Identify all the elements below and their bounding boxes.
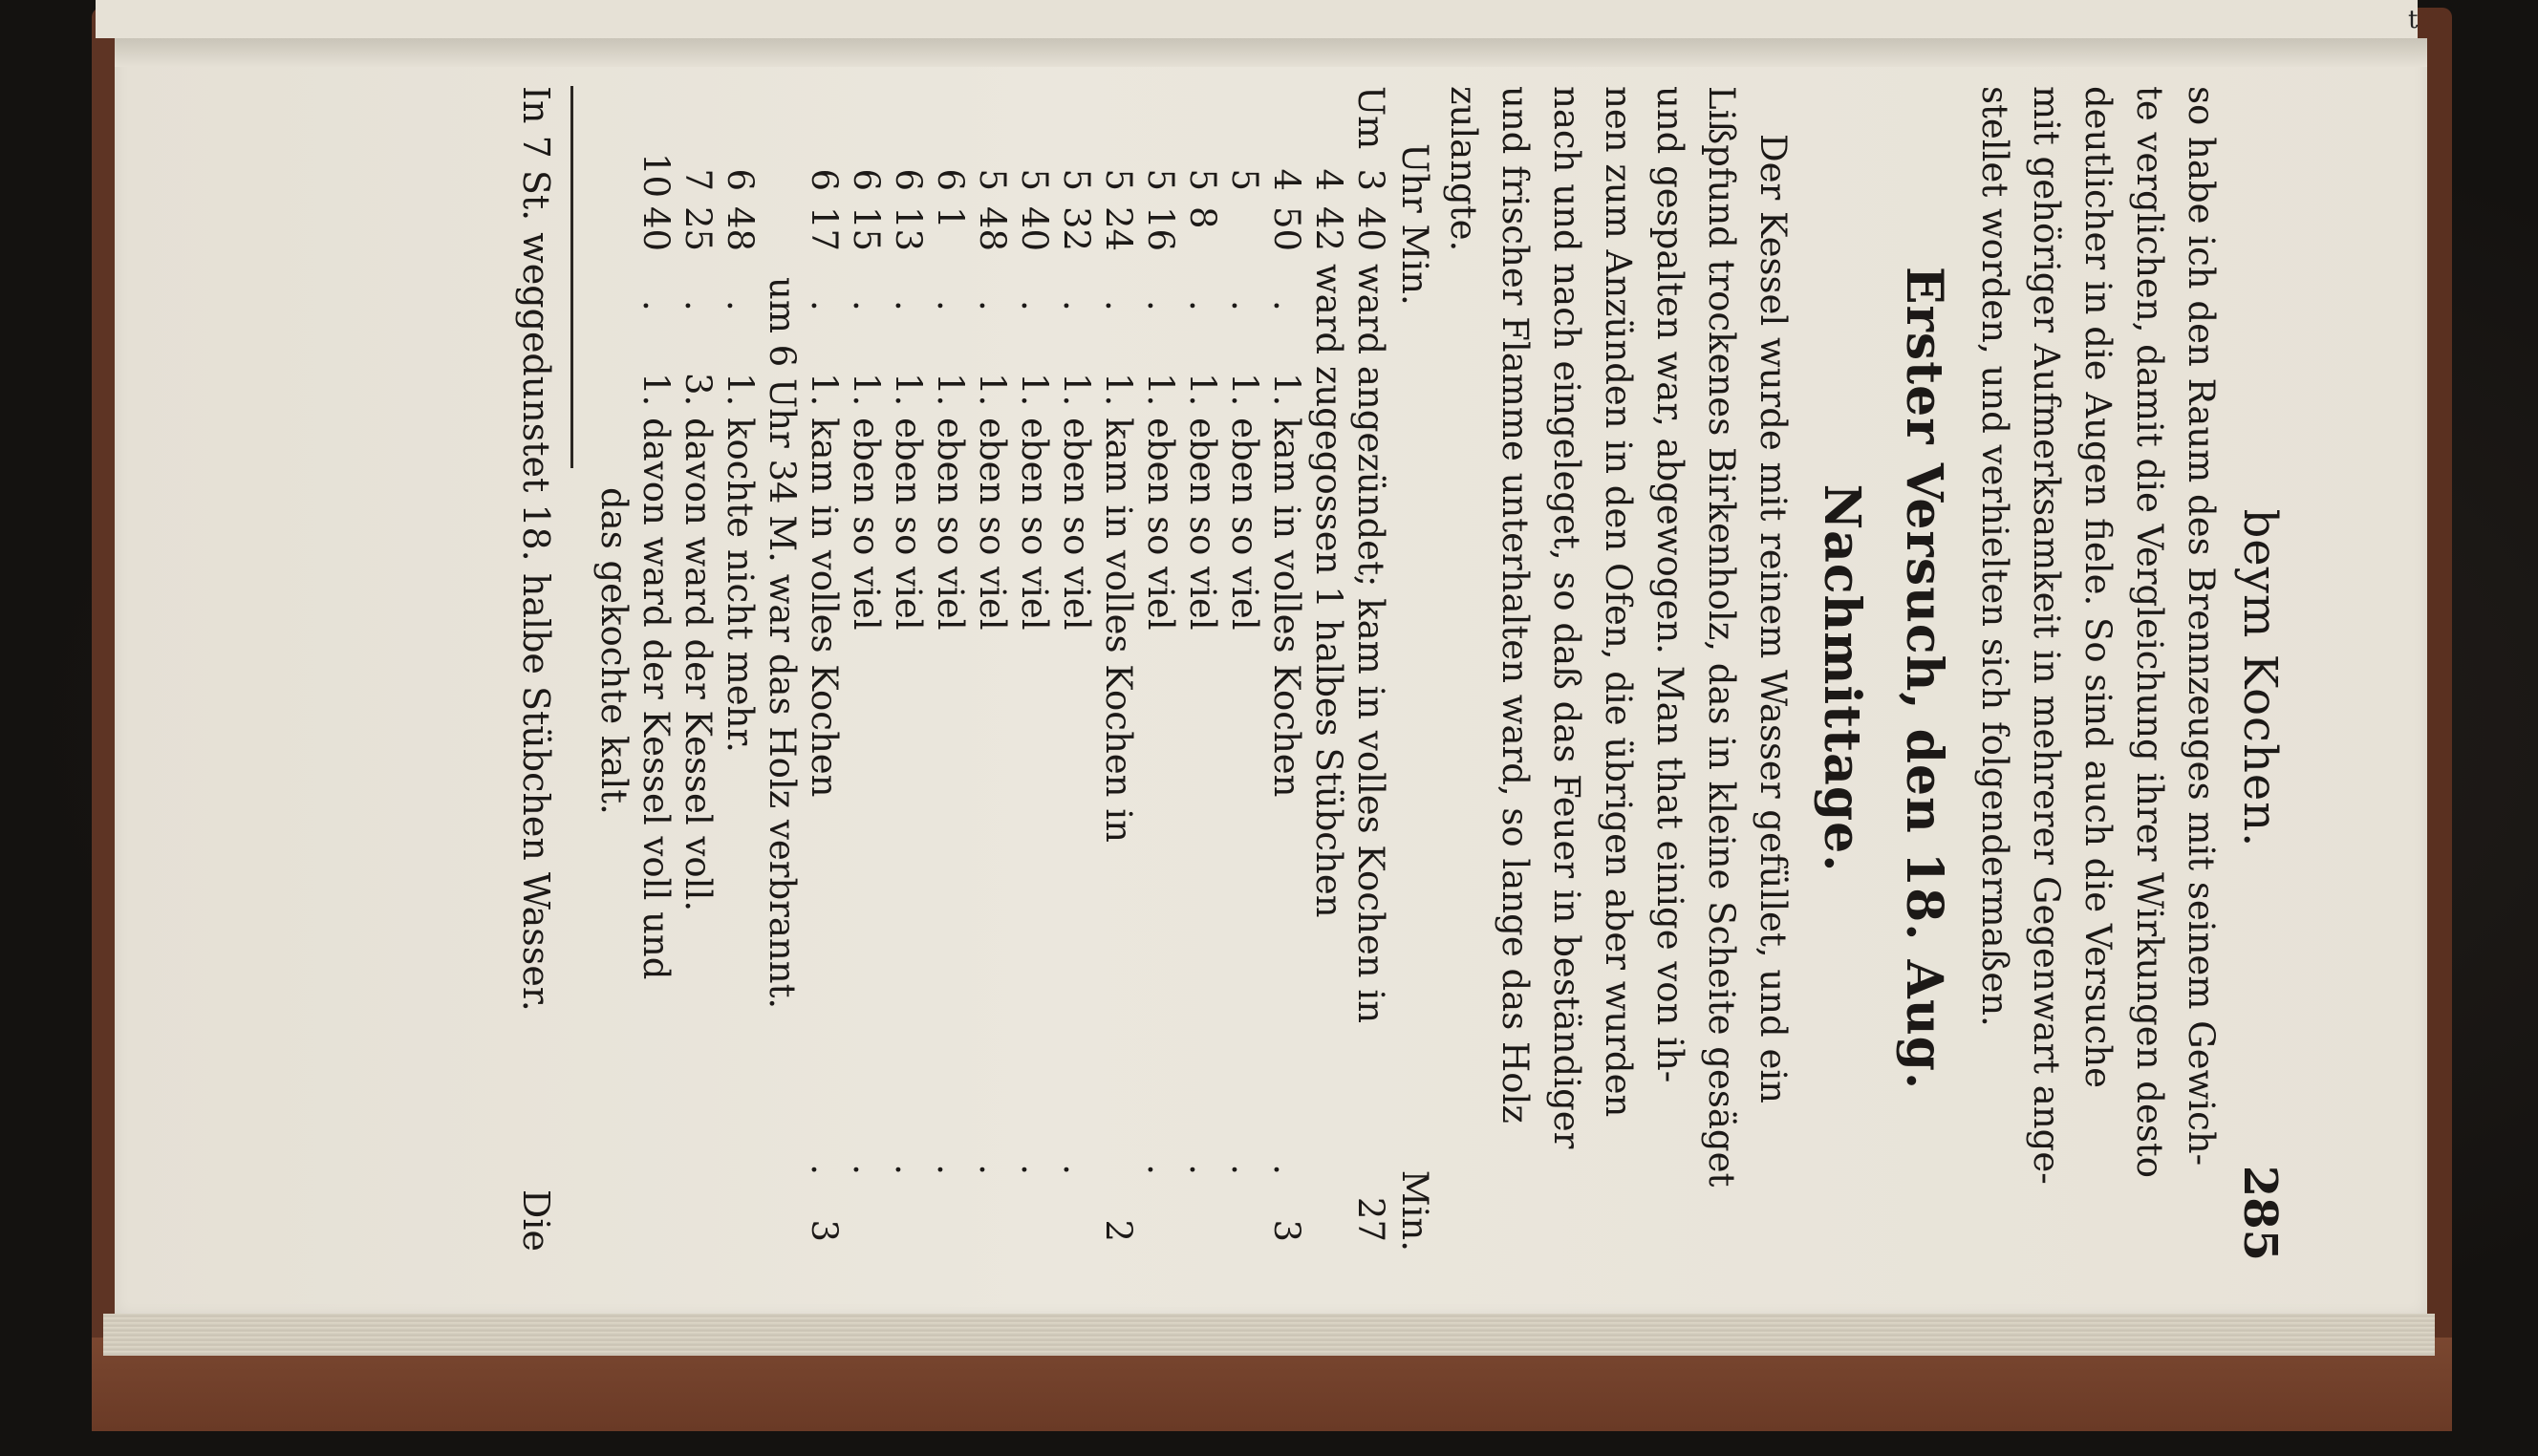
row-hour: 6 bbox=[888, 168, 929, 191]
row-text: 1. davon ward der Kessel voll und bbox=[635, 373, 677, 980]
row-hour: 5 bbox=[1014, 168, 1055, 191]
column-header-minutes: Min. bbox=[1394, 1169, 1435, 1252]
row-text: 1. eben so viel bbox=[1224, 373, 1265, 631]
row-hour: 6 bbox=[846, 168, 887, 191]
catchword: Die bbox=[515, 1188, 557, 1252]
page-text-block bbox=[115, 86, 2293, 1271]
row-text: 1. eben so viel bbox=[1056, 373, 1097, 631]
page-footer bbox=[509, 86, 563, 1271]
experiment-table bbox=[592, 86, 1437, 1271]
section-heading: Erster Versuch, den 18. Aug. Nachmittage. bbox=[1813, 266, 1953, 1091]
row-hour: 5 bbox=[972, 168, 1013, 191]
row-minute: 48 bbox=[972, 206, 1013, 252]
row-dots: . bbox=[1224, 300, 1265, 311]
row-hour: 5 bbox=[1182, 168, 1223, 191]
row-text: 3. davon ward der Kessel voll. bbox=[678, 373, 719, 912]
row-minute: 40 bbox=[635, 206, 677, 252]
row-minute: 48 bbox=[720, 206, 761, 252]
text-line: te verglichen, damit die Vergleichung ihrer Wirkungen desto bbox=[2129, 86, 2170, 1179]
table-row bbox=[1139, 86, 1181, 1271]
text-line: so habe ich den Raum des Brennzeuges mit seinem Gewich- bbox=[2181, 86, 2222, 1167]
page-gutter bbox=[115, 38, 2427, 67]
table-rows-after-note bbox=[592, 86, 761, 1271]
row-dots: . bbox=[930, 300, 971, 311]
row-dots: . bbox=[888, 1164, 929, 1175]
text-line: stellet worden, und verhielten sich folgendermaßen. bbox=[1974, 86, 2015, 1027]
text-line: und gespalten war, abgewogen. Man that einige von ih- bbox=[1649, 86, 1690, 1083]
row-dots: . bbox=[804, 300, 845, 311]
table-row bbox=[803, 86, 845, 1271]
row-text: 1. kam in volles Kochen bbox=[1266, 373, 1307, 798]
divider-rule bbox=[570, 86, 573, 468]
table-row bbox=[1097, 86, 1139, 1271]
row-minute: 15 bbox=[846, 206, 887, 252]
row-minute: 17 bbox=[804, 206, 845, 252]
row-minute: 24 bbox=[1098, 206, 1139, 252]
row-dots: . bbox=[1056, 1164, 1097, 1175]
row-text: 1. eben so viel bbox=[1014, 373, 1055, 631]
row-text: 1. eben so viel bbox=[972, 373, 1013, 631]
row-hour: 7 bbox=[678, 168, 719, 191]
row-text: 1. eben so viel bbox=[888, 373, 929, 631]
previous-page-edge bbox=[96, 0, 2418, 38]
table-note bbox=[761, 86, 803, 1271]
row-value: 3 bbox=[1266, 1219, 1307, 1242]
row-minute: 32 bbox=[1056, 206, 1097, 252]
footer-text: In 7 St. weggedunstet 18. halbe Stübchen Wasser. bbox=[515, 86, 557, 1012]
body-paragraph bbox=[1437, 86, 1798, 1271]
row-value: 27 bbox=[1350, 1196, 1391, 1242]
row-text: 1. eben so viel bbox=[846, 373, 887, 631]
row-text: ward angezündet; kam in volles Kochen in bbox=[1350, 264, 1391, 1024]
row-text: das gekochte kalt. bbox=[593, 487, 634, 815]
row-dots: . bbox=[720, 300, 761, 311]
table-row bbox=[1265, 86, 1307, 1271]
row-dots: . bbox=[635, 300, 677, 311]
row-dots: . bbox=[1056, 300, 1097, 311]
row-text: 1. eben so viel bbox=[930, 373, 971, 631]
column-header-time: Uhr Min. bbox=[1394, 143, 1435, 306]
table-row bbox=[677, 86, 719, 1271]
row-minute: 13 bbox=[888, 206, 929, 252]
row-text: 1. kam in volles Kochen bbox=[804, 373, 845, 798]
table-row bbox=[719, 86, 761, 1271]
row-dots: . bbox=[1140, 300, 1181, 311]
previous-page-fragments bbox=[2408, 0, 2446, 38]
text-line: Lißpfund trockenes Birkenholz, das in kleine Scheite gesäget bbox=[1701, 86, 1742, 1188]
row-dots: . bbox=[1182, 300, 1223, 311]
row-dots: . bbox=[804, 1164, 845, 1175]
row-dots: . bbox=[1224, 1164, 1265, 1175]
row-dots: . bbox=[1266, 1164, 1307, 1175]
row-prefix: Um bbox=[1350, 86, 1391, 150]
table-row bbox=[929, 86, 971, 1271]
row-hour: 6 bbox=[720, 168, 761, 191]
row-hour: 5 bbox=[1224, 168, 1265, 191]
row-dots: . bbox=[1014, 1164, 1055, 1175]
row-hour: 5 bbox=[1140, 168, 1181, 191]
intro-paragraph bbox=[1968, 86, 2226, 1271]
row-hour: 4 bbox=[1266, 168, 1307, 191]
table-row bbox=[845, 86, 887, 1271]
fragment: t bbox=[2408, 6, 2419, 34]
row-minute: 42 bbox=[1308, 206, 1349, 252]
text-line: nach und nach eingeleget, so daß das Feuer in beständiger bbox=[1546, 86, 1587, 1149]
row-dots: . bbox=[1140, 1164, 1181, 1175]
row-dots: . bbox=[1014, 300, 1055, 311]
text-line: nen zum Anzünden in den Ofen, die übrigen aber wurden bbox=[1598, 86, 1639, 1118]
row-text: 1. kochte nicht mehr. bbox=[720, 373, 761, 753]
table-row bbox=[634, 86, 677, 1271]
table-row bbox=[1223, 86, 1265, 1271]
row-minute: 1 bbox=[930, 206, 971, 229]
row-dots: . bbox=[846, 300, 887, 311]
row-minute: 16 bbox=[1140, 206, 1181, 252]
text-line: zulangte. bbox=[1443, 86, 1484, 252]
table-row bbox=[1349, 86, 1391, 1271]
table-header bbox=[1391, 86, 1437, 1271]
row-hour: 6 bbox=[930, 168, 971, 191]
row-hour: 5 bbox=[1056, 168, 1097, 191]
row-text: 1. eben so viel bbox=[1140, 373, 1181, 631]
row-text: 1. kam in volles Kochen in bbox=[1098, 373, 1139, 843]
running-header bbox=[2226, 86, 2293, 1271]
row-hour: 4 bbox=[1308, 168, 1349, 191]
row-hour: 6 bbox=[804, 168, 845, 191]
text-line: Der Kessel wurde mit reinem Wasser gefüllet, und ein bbox=[1753, 134, 1794, 1104]
table-row bbox=[1181, 86, 1223, 1271]
row-minute: 40 bbox=[1350, 206, 1391, 252]
table-row bbox=[1013, 86, 1055, 1271]
row-dots: . bbox=[1182, 1164, 1223, 1175]
row-value: 2 bbox=[1098, 1219, 1139, 1242]
row-dots: . bbox=[1266, 300, 1307, 311]
page-number: 285 bbox=[2233, 1165, 2287, 1261]
row-dots: . bbox=[888, 300, 929, 311]
table-row bbox=[1055, 86, 1097, 1271]
row-hour: 3 bbox=[1350, 168, 1391, 191]
running-title: beym Kochen. bbox=[2233, 508, 2287, 848]
row-dots: . bbox=[972, 300, 1013, 311]
row-hour: 5 bbox=[1098, 168, 1139, 191]
table-row bbox=[1307, 86, 1349, 1271]
row-minute: 8 bbox=[1182, 206, 1223, 229]
row-dots: . bbox=[1098, 300, 1139, 311]
text-line: mit gehöriger Aufmerksamkeit in mehrerer Gegenwart ange- bbox=[2026, 86, 2067, 1185]
table-rows-before-note bbox=[803, 86, 1307, 1271]
row-hour: 10 bbox=[635, 153, 677, 199]
row-dots: . bbox=[846, 1164, 887, 1175]
table-row bbox=[971, 86, 1013, 1271]
row-dots: . bbox=[972, 1164, 1013, 1175]
row-minute: 25 bbox=[678, 206, 719, 252]
table-row bbox=[887, 86, 929, 1271]
row-text: ward zugegossen 1 halbes Stübchen bbox=[1308, 264, 1349, 918]
text-line: und frischer Flamme unterhalten ward, so lange das Holz bbox=[1495, 86, 1536, 1124]
row-dots: . bbox=[678, 300, 719, 311]
row-dots: . bbox=[930, 1164, 971, 1175]
row-text: 1. eben so viel bbox=[1182, 373, 1223, 631]
row-minute: 50 bbox=[1266, 206, 1307, 252]
text-line: deutlicher in die Augen fiele. So sind auch die Versuche bbox=[2077, 86, 2119, 1089]
row-minute: 40 bbox=[1014, 206, 1055, 252]
table-row-continuation bbox=[592, 86, 634, 1271]
page-block-edges bbox=[103, 1314, 2435, 1356]
row-value: 3 bbox=[804, 1219, 845, 1242]
note-text: um 6 Uhr 34 M. war das Holz verbrannt. bbox=[762, 277, 803, 1010]
